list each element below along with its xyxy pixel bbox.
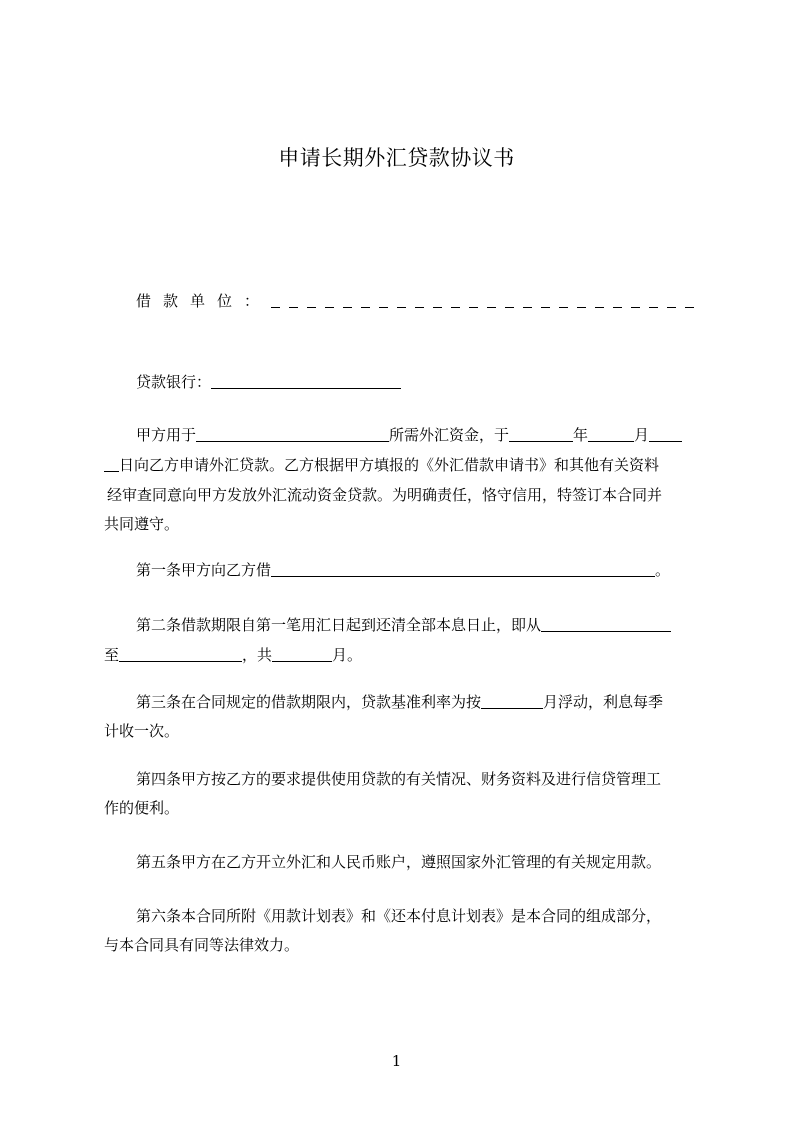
lender-bank-blank[interactable] [211,373,401,389]
article-text: 第一条甲方向乙方借 [136,561,272,579]
loan-start-blank[interactable] [541,616,671,632]
article-5: 第五条甲方在乙方开立外汇和人民币账户，遵照国家外汇管理的有关规定用款。 [136,853,662,871]
preamble-text: 年 [573,426,589,444]
article-2-line-2 [104,640,704,670]
article-6-line-2: 与本合同具有同等法律效力。 [104,936,300,954]
preamble-line-1 [136,420,736,450]
purpose-blank[interactable] [196,426,389,442]
article-text: 。 [655,561,671,579]
preamble-line-4: 共同遵守。 [104,515,180,533]
article-4-line-2: 作的便利。 [104,799,180,817]
day-blank-part1[interactable] [649,426,682,442]
preamble-line-3: 经审查同意向甲方发放外汇流动资金贷款。为明确责任，恪守信用，特签订本合同并 [107,486,663,504]
borrower-label: 借款单位： [136,292,272,310]
document-title: 申请长期外汇贷款协议书 [278,146,515,170]
article-text: ，共 [242,646,273,664]
year-blank[interactable] [509,426,573,442]
borrower-blank[interactable] [271,293,701,308]
article-text: 第三条在合同规定的借款期限内，贷款基准利率为按 [136,693,482,711]
preamble-line-2 [104,450,704,480]
article-2-line-1 [136,610,736,640]
preamble-text: 月 [634,426,650,444]
borrower-field [136,286,706,316]
article-3-line-1 [136,687,736,717]
lender-bank-field [136,367,736,397]
article-text: 月。 [332,646,363,664]
preamble-text: 所需外汇资金，于 [389,426,510,444]
lender-bank-label: 贷款银行： [136,373,212,391]
month-blank[interactable] [588,426,634,442]
article-text: 月浮动，利息每季 [543,693,664,711]
article-4-line-1: 第四条甲方按乙方的要求提供使用贷款的有关情况、财务资料及进行信贷管理工 [136,770,662,788]
preamble-text: 日向乙方申请外汇贷款。乙方根据甲方填报的《外汇借款申请书》和其他有关资料 [119,456,660,474]
loan-amount-blank[interactable] [271,561,655,577]
day-blank-part2[interactable] [104,456,119,472]
preamble-text: 甲方用于 [136,426,197,444]
loan-end-blank[interactable] [119,646,242,662]
article-6-line-1: 第六条本合同所附《用款计划表》和《还本付息计划表》是本合同的组成部分， [136,907,662,925]
loan-months-blank[interactable] [272,646,332,662]
article-3-line-2: 计收一次。 [104,722,180,740]
article-1 [136,555,736,585]
article-text: 至 [104,646,120,664]
page-number: 1 [391,1052,402,1070]
interest-period-blank[interactable] [481,693,543,709]
article-text: 第二条借款期限自第一笔用汇日起到还清全部本息日止，即从 [136,616,542,634]
